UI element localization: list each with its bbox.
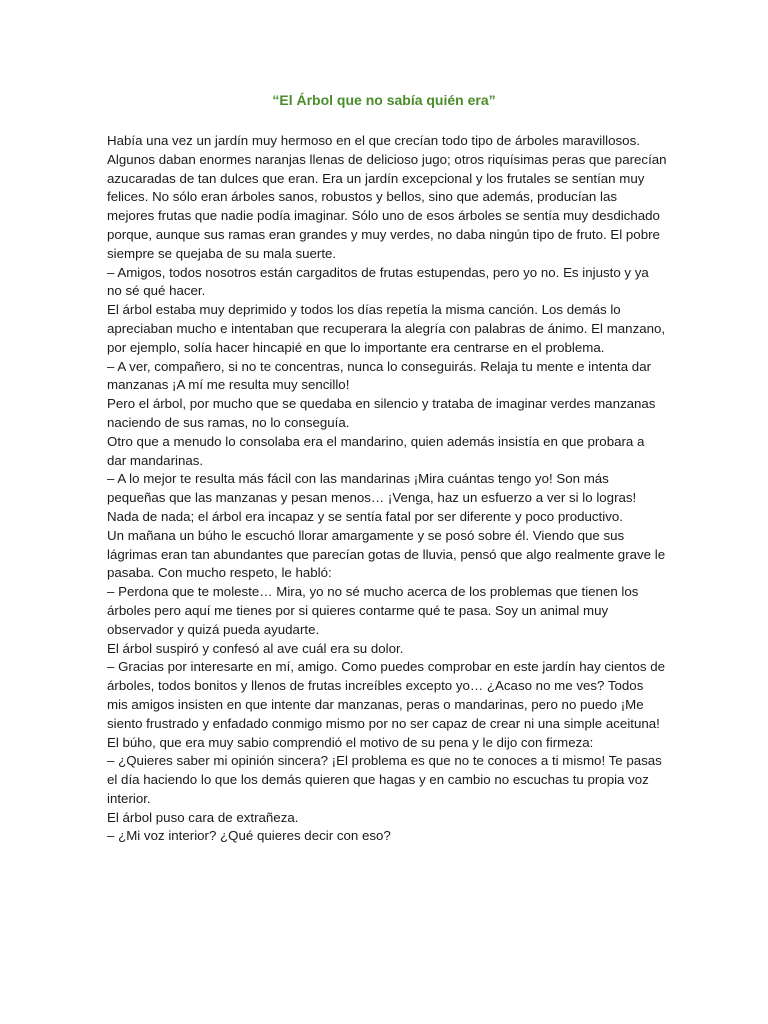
paragraph: El búho, que era muy sabio comprendió el motivo de su pena y le dijo con firmeza: xyxy=(107,734,594,750)
paragraph: – Gracias por interesarte en mí, amigo. Como puedes comprobar en este jardín hay cientos de árboles, todos bonitos y llenos de frutas increíbles excepto yo… ¿Acaso no me ves? Todos mis amigos insisten en que intente dar manzanas, peras o mandarinas, pero no puedo ¡Me siento frustrado y enfadado conmigo mismo por no ser capaz de crear ni una simple aceituna! xyxy=(107,659,666,731)
paragraph: – ¿Mi voz interior? ¿Qué quieres decir con eso? xyxy=(107,828,391,844)
paragraph: Pero el árbol, por mucho que se quedaba en silencio y trataba de imaginar verdes manzanas naciendo de sus ramas, no lo conseguía. xyxy=(107,396,656,430)
paragraph: Había una vez un jardín muy hermoso en el que crecían todo tipo de árboles maravillosos. Algunos daban enormes naranjas llenas de delicioso jugo; otros riquísimas peras que parecían azucaradas de tan dulces que eran. Era un jardín excepcional y los frutales se sentían muy felices. No sólo eran árboles sanos, robustos y bellos, sino que además, producían las mejores frutas que nadie podía imaginar. Sólo uno de esos árboles se sentía muy desdichado porque, aunque sus ramas eran grandes y muy verdes, no daba ningún tipo de fruto. El pobre siempre se quejaba de su mala suerte. xyxy=(107,133,667,261)
paragraph: Un mañana un búho le escuchó llorar amargamente y se posó sobre él. Viendo que sus lágrimas eran tan abundantes que parecían gotas de lluvia, pensó que algo realmente grave le pasaba. Con mucho respeto, le habló: xyxy=(107,527,666,581)
paragraph: – A lo mejor te resulta más fácil con las mandarinas ¡Mira cuántas tengo yo! Son más pequeñas que las manzanas y pesan menos… ¡Venga, haz un esfuerzo a ver si lo logras! xyxy=(107,471,637,506)
paragraph: El árbol estaba muy deprimido y todos los días repetía la misma canción. Los demás lo apreciaban mucho e intentaban que recuperara la alegría con palabras de ánimo. El manzano, por ejemplo, solía hacer hincapié en que lo importante era centrarse en el problema. xyxy=(107,302,666,355)
paragraph: – Amigos, todos nosotros están cargaditos de frutas estupendas, pero yo no. Es injusto y ya no sé qué hacer. xyxy=(107,264,649,299)
document-body xyxy=(107,132,667,846)
paragraph: – A ver, compañero, si no te concentras, nunca lo conseguirás. Relaja tu mente e intenta dar manzanas ¡A mí me resulta muy sencillo! xyxy=(107,358,652,393)
paragraph: Nada de nada; el árbol era incapaz y se sentía fatal por ser diferente y poco productivo. xyxy=(107,508,623,524)
paragraph: – Perdona que te moleste… Mira, yo no sé mucho acerca de los problemas que tienen los árboles pero aquí me tienes por si quieres contarme qué te pasa. Soy un animal muy observador y quizá pueda ayudarte. xyxy=(107,584,639,637)
paragraph: El árbol suspiró y confesó al ave cuál era su dolor. xyxy=(107,640,404,656)
paragraph: El árbol puso cara de extrañeza. xyxy=(107,809,299,825)
paragraph: Otro que a menudo lo consolaba era el mandarino, quien además insistía en que probara a dar mandarinas. xyxy=(107,433,645,468)
document-title: “El Árbol que no sabía quién era” xyxy=(272,92,496,108)
paragraph: – ¿Quieres saber mi opinión sincera? ¡El problema es que no te conoces a ti mismo! Te pasas el día haciendo lo que los demás quieren que hagas y en cambio no escuchas tu propia voz interior. xyxy=(107,753,662,806)
